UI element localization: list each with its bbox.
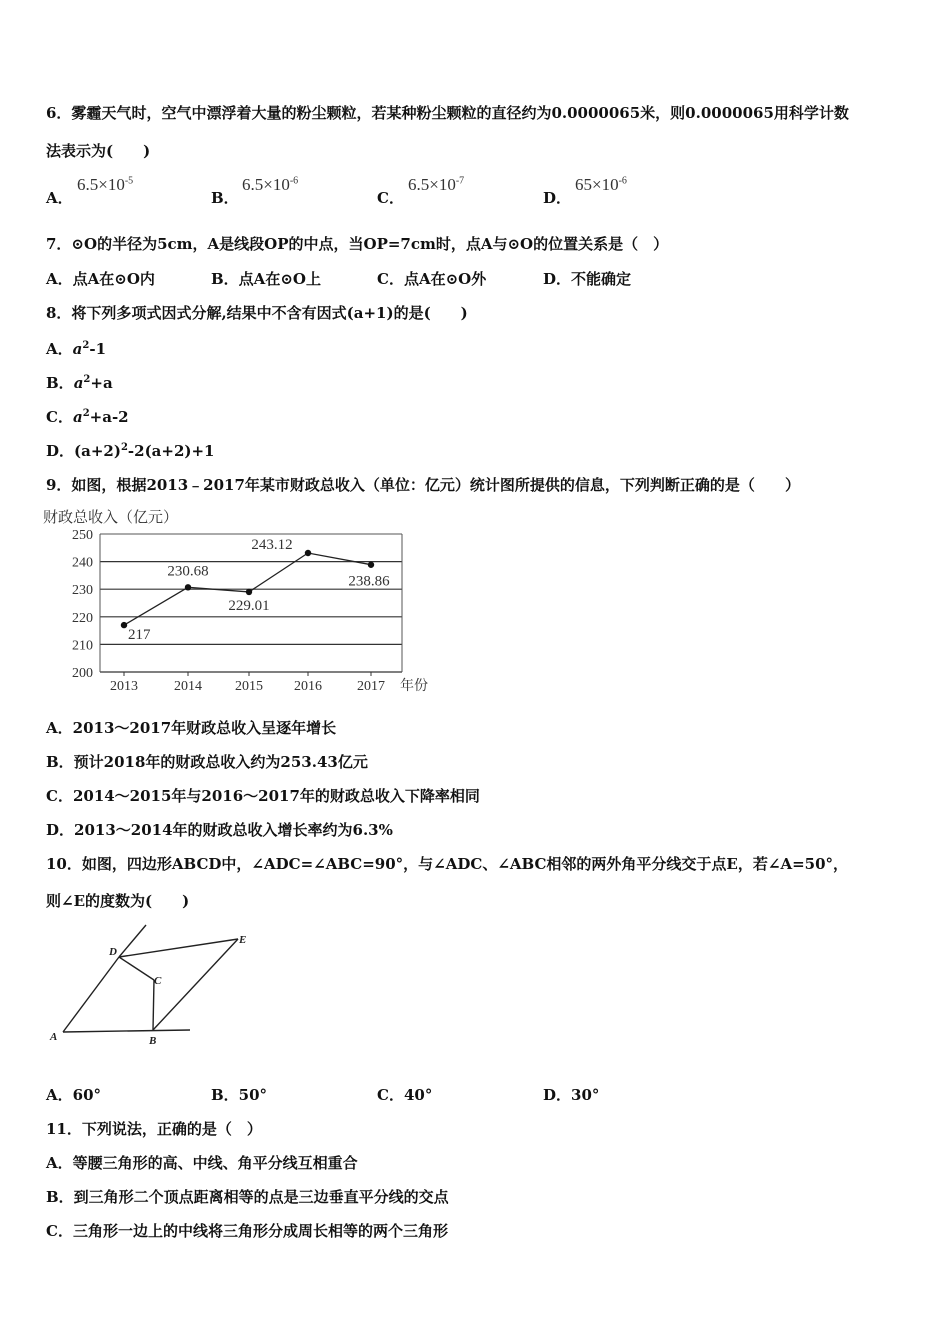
q11-option-a: A．等腰三角形的高、中线、角平分线互相重合	[46, 1154, 358, 1172]
q9-option-b: B．预计2018年的财政总收入约为253.43亿元	[46, 753, 368, 771]
vertex-label-e: E	[239, 934, 247, 946]
q9-option-d: D．2013～2014年的财政总收入增长率约为6.3%	[46, 821, 393, 839]
segment-ab-extended	[63, 1030, 190, 1032]
q6-stem-line-1: 6．雾霾天气时，空气中漂浮着大量的粉尘颗粒，若某种粉尘颗粒的直径约为0.0000065米，则0.0000065用科学计数	[46, 104, 849, 122]
chart-x-axis-label: 年份	[400, 679, 428, 694]
q8-option-b: B．$a^2+a$	[46, 374, 113, 392]
q6-option-a-value: $6.5\times 10^{-5}$	[77, 175, 134, 194]
q9-option-a: A．2013～2017年财政总收入呈逐年增长	[46, 719, 337, 737]
segment-d-extension	[119, 925, 146, 957]
chart-data-label: 243.12	[251, 536, 293, 553]
chart-x-tick-label: 2013	[110, 679, 138, 694]
chart-x-tick-labels	[110, 679, 385, 694]
chart-data-point	[368, 562, 374, 568]
chart-data-label: 238.86	[348, 573, 390, 590]
chart-data-label: 229.01	[228, 597, 270, 614]
q7-option-c: C．点A在⊙O外	[377, 270, 487, 288]
chart-data-point	[305, 550, 311, 556]
q6-option-c-value: $6.5\times 10^{-7}$	[408, 175, 465, 194]
q10-option-c: C．40°	[377, 1086, 433, 1104]
chart-y-tick-label: 200	[72, 666, 93, 681]
chart-x-tick-label: 2017	[357, 679, 385, 694]
chart-y-tick-label: 250	[72, 528, 93, 543]
vertex-label-d: D	[109, 946, 117, 958]
chart-y-tick-label: 220	[72, 610, 93, 626]
q9-option-c: C．2014～2015年与2016～2017年的财政总收入下降率相同	[46, 787, 480, 805]
chart-data-labels	[128, 537, 390, 643]
q8-option-d: D．$(a+2)^2-2(a+2)+1$	[46, 442, 215, 460]
chart-data-label: 217	[128, 627, 151, 644]
q6-option-d-value: $65\times 10^{-6}$	[575, 175, 627, 194]
chart-y-tick-labels	[72, 528, 93, 681]
segment-be	[153, 939, 238, 1030]
q11-option-c: C．三角形一边上的中线将三角形分成周长相等的两个三角形	[46, 1222, 448, 1240]
quadrilateral-figure	[46, 922, 266, 1054]
q10-option-b: B．50°	[211, 1086, 268, 1104]
chart-x-tick-label: 2016	[294, 679, 322, 694]
q7-stem: 7．⊙O的半径为5cm，A是线段OP的中点，当OP=7cm时，点A与⊙O的位置关系是（ ）	[46, 235, 669, 253]
q6-option-d-letter: D．	[543, 189, 572, 207]
chart-data-label: 230.68	[167, 563, 209, 580]
segment-ad	[63, 957, 119, 1032]
q7-option-d: D．不能确定	[543, 270, 632, 288]
q8-stem: 8．将下列多项式因式分解,结果中不含有因式(a+1)的是( )	[46, 304, 468, 322]
chart-y-tick-label: 210	[72, 638, 93, 654]
chart-data-point	[246, 589, 252, 595]
q8-option-a: A．$a^2-1$	[46, 340, 107, 358]
q10-stem-line-2: 则∠E的度数为( )	[46, 892, 190, 910]
q9-stem: 9．如图，根据2013﹣2017年某市财政总收入（单位：亿元）统计图所提供的信息，下列判断正确的是（ ）	[46, 476, 800, 494]
q6-option-a-letter: A．	[46, 189, 73, 207]
q6-stem-line-2: 法表示为( )	[46, 142, 151, 160]
segment-cb	[153, 980, 154, 1030]
q10-option-d: D．30°	[543, 1086, 600, 1104]
q8-option-c: C．$a^2+a-2$	[46, 408, 129, 426]
chart-x-tick-label: 2015	[235, 679, 263, 694]
q10-option-a: A．60°	[46, 1086, 102, 1104]
revenue-line-chart	[40, 502, 450, 702]
vertex-label-b: B	[149, 1035, 157, 1047]
chart-data-point	[185, 584, 191, 590]
chart-data-point	[121, 622, 127, 628]
q11-option-b: B．到三角形二个顶点距离相等的点是三边垂直平分线的交点	[46, 1188, 449, 1206]
q7-option-a: A．点A在⊙O内	[46, 270, 155, 288]
segment-dc	[119, 957, 154, 980]
q6-option-b-letter: B．	[211, 189, 239, 207]
vertex-label-a: A	[50, 1031, 58, 1043]
vertex-label-c: C	[154, 975, 162, 987]
q7-option-b: B．点A在⊙O上	[211, 270, 321, 288]
q6-option-c-letter: C．	[377, 189, 404, 207]
q10-stem-line-1: 10．如图，四边形ABCD中，∠ADC=∠ABC=90°，与∠ADC、∠ABC相邻的两外角平分线交于点E，若∠A=50°，	[46, 855, 849, 873]
q6-option-b-value: $6.5\times 10^{-6}$	[242, 175, 299, 194]
chart-y-tick-label: 240	[72, 555, 93, 571]
chart-y-tick-label: 230	[72, 583, 93, 599]
segment-de	[119, 939, 238, 957]
chart-x-tick-label: 2014	[174, 679, 202, 694]
chart-title: 财政总收入（亿元）	[43, 510, 179, 526]
q11-stem: 11．下列说法，正确的是（ ）	[46, 1120, 262, 1138]
